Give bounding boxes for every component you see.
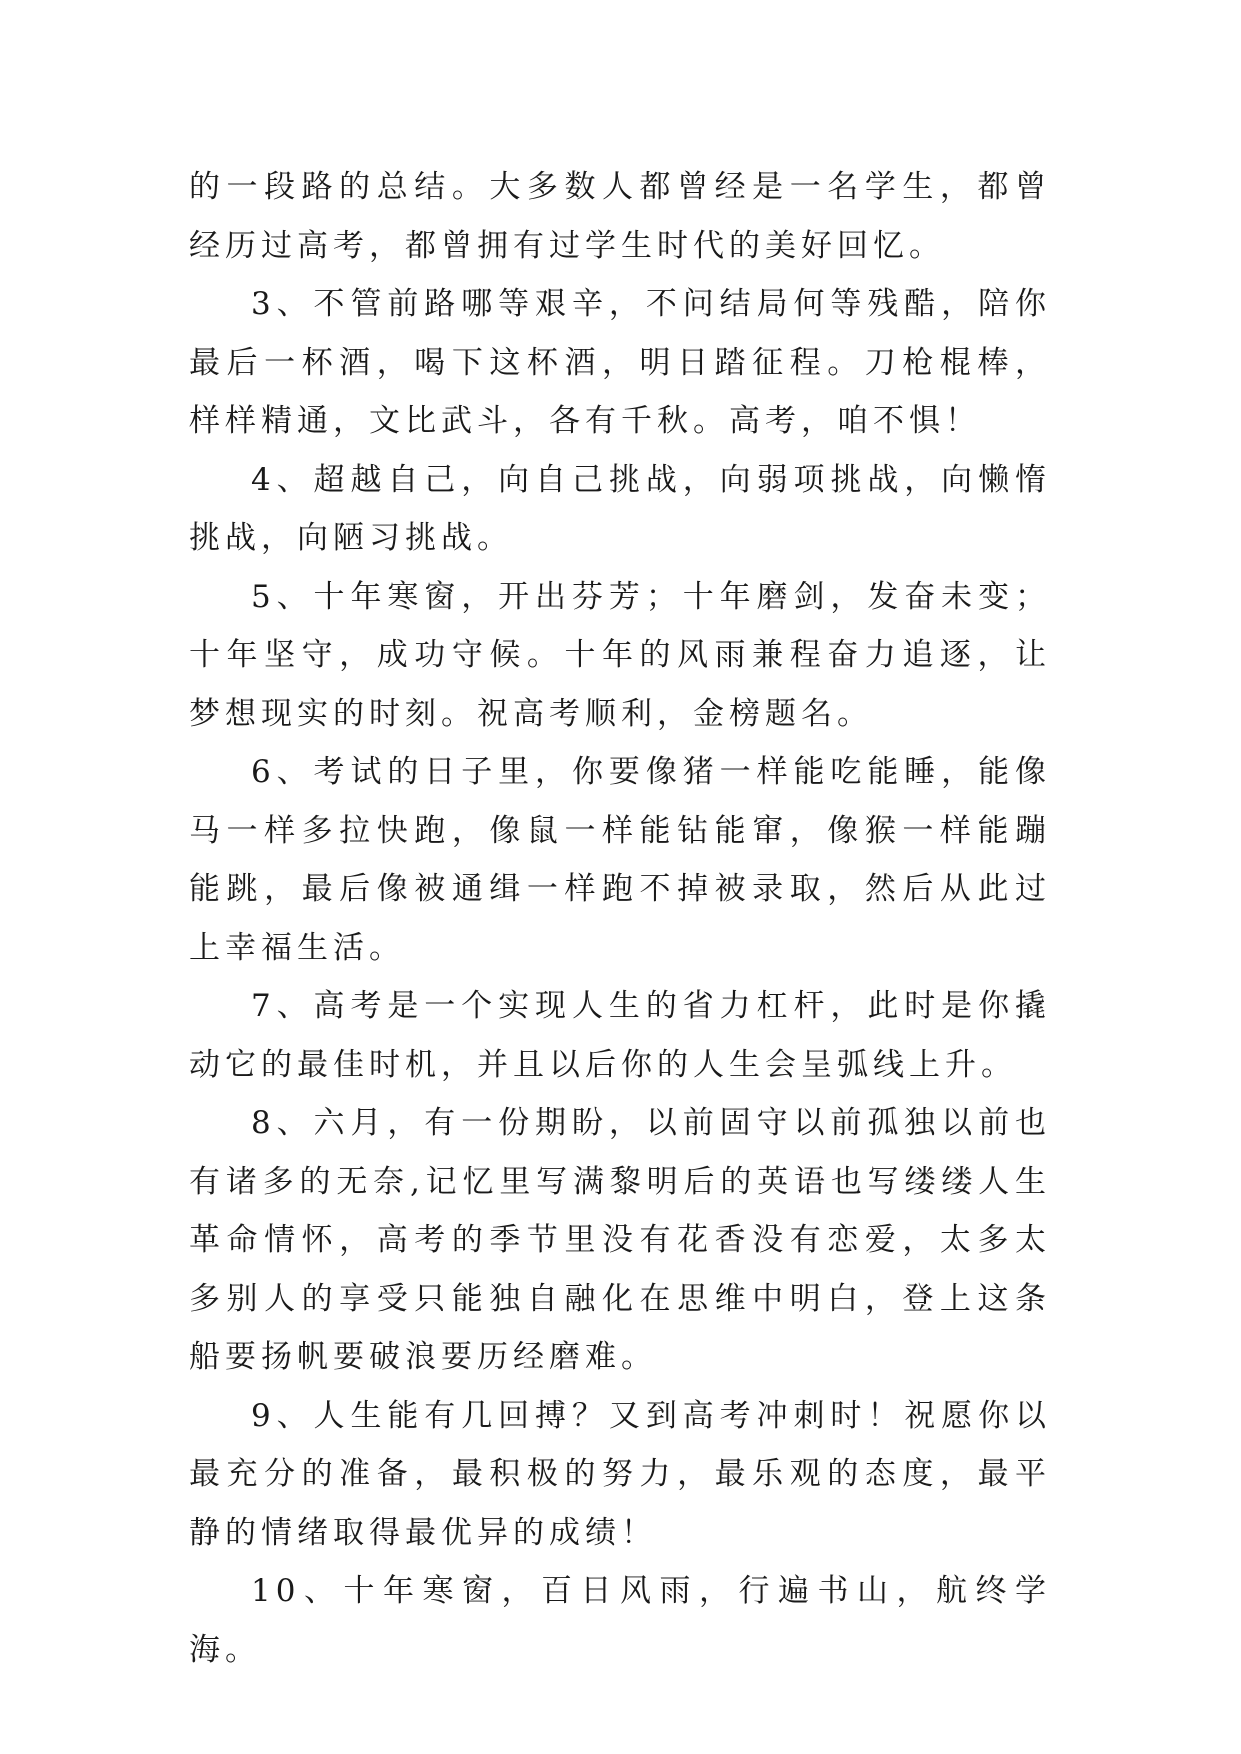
paragraph-item-6: 6、考试的日子里，你要像猪一样能吃能睡，能像马一样多拉快跑，像鼠一样能钻能窜，像猴一样能蹦能跳，最后像被通缉一样跑不掉被录取，然后从此过上幸福生活。: [189, 754, 1051, 966]
paragraph-item-10: 10、十年寒窗，百日风雨，行遍书山，航终学海。: [189, 1573, 1051, 1668]
paragraph-item-7: 7、高考是一个实现人生的省力杠杆，此时是你撬动它的最佳时机，并且以后你的人生会呈弧线上升。: [189, 988, 1051, 1083]
paragraph-item-3: 3、不管前路哪等艰辛，不问结局何等残酷，陪你最后一杯酒，喝下这杯酒，明日踏征程。刀枪棍棒，样样精通，文比武斗，各有千秋。高考，咱不惧！: [189, 286, 1051, 439]
paragraph-item-4: 4、超越自己，向自己挑战，向弱项挑战，向懒惰挑战，向陋习挑战。: [189, 461, 1051, 556]
paragraph-item-8: 8、六月，有一份期盼，以前固守以前孤独以前也有诸多的无奈,记忆里写满黎明后的英语也写缕缕人生革命情怀，高考的季节里没有花香没有恋爱，太多太多别人的享受只能独自融化在思维中明白，登上这条船要扬帆要破浪要历经磨难。: [189, 1105, 1051, 1375]
paragraph-item-5: 5、十年寒窗，开出芬芳；十年磨剑，发奋未变；十年坚守，成功守候。十年的风雨兼程奋力追逐，让梦想现实的时刻。祝高考顺利，金榜题名。: [189, 578, 1051, 732]
paragraph-continuation: 的一段路的总结。大多数人都曾经是一名学生，都曾经历过高考，都曾拥有过学生时代的美好回忆。: [189, 169, 1051, 264]
document-body: [189, 158, 1051, 1679]
paragraph-item-9: 9、人生能有几回搏？又到高考冲刺时！祝愿你以最充分的准备，最积极的努力，最乐观的态度，最平静的情绪取得最优异的成绩！: [189, 1397, 1051, 1551]
